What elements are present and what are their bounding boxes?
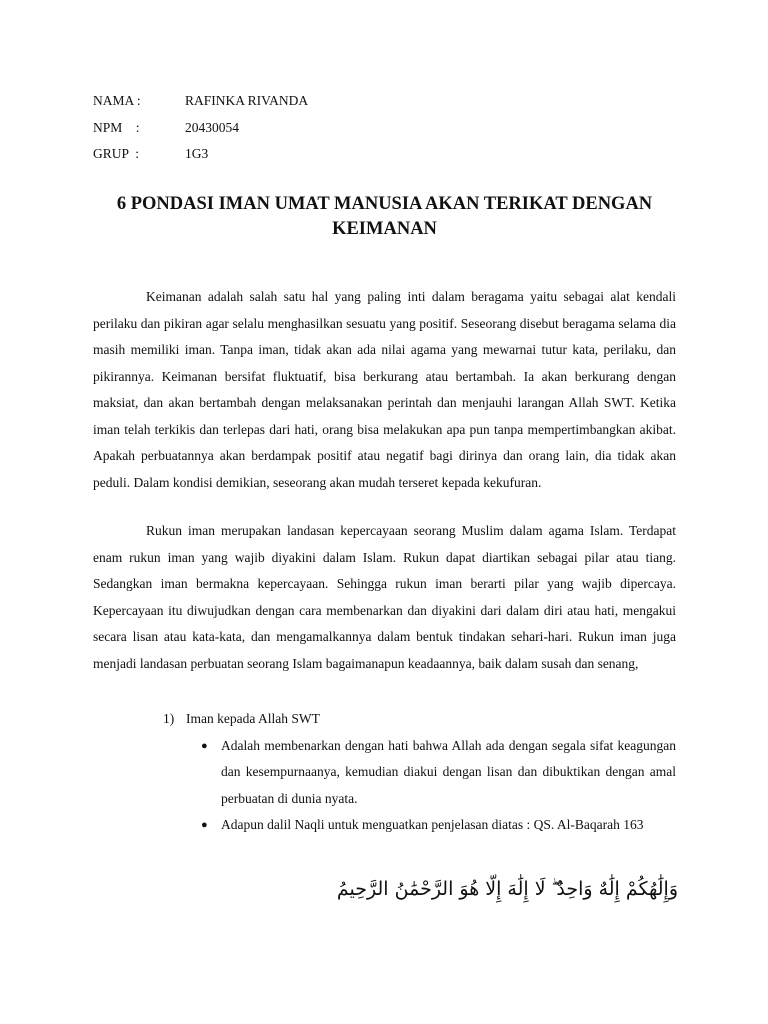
bullet-item-1 xyxy=(201,733,676,813)
list-item-title xyxy=(163,706,676,733)
document-title: 6 PONDASI IMAN UMAT MANUSIA AKAN TERIKAT DENGAN KEIMANAN xyxy=(116,194,653,239)
arabic-verse: وَإِلَٰهُكُمْ إِلَٰهٌ وَاحِدٌ ۖ لَا إِلَٰهَ إِلَّا هُوَ الرَّحْمَٰنُ الرَّحِيمُ xyxy=(336,878,678,900)
npm-row xyxy=(93,115,308,142)
grup-value: 1G3 xyxy=(185,146,209,161)
paragraph-2: Rukun iman merupakan landasan kepercayaan seorang Muslim dalam agama Islam. Terdapat enam rukun iman yang wajib diyakini dalam Islam. Rukun dapat diartikan sebagai pilar atau tiang. Sedangkan iman bermakna kepercayaan. Sehingga rukun iman berarti pilar yang wajib dipercaya. Kepercayaan itu diwujudkan dengan cara membenarkan dan diyakini dari dalam diri atau hati, mengakui secara lisan atau kata-kata, dan mengamalkannya dalam bentuk tindakan sehari-hari. Rukun iman juga menjadi landasan perbuatan seorang Islam bagaimanapun keadaannya, baik dalam susah dan senang, xyxy=(93,523,676,671)
list-item-heading: Iman kepada Allah SWT xyxy=(186,711,320,726)
paragraph-1: Keimanan adalah salah satu hal yang paling inti dalam beragama yaitu sebagai alat kendali perilaku dan pikiran agar selalu menghasilkan sesuatu yang positif. Seseorang disebut beragama selama dia masih memiliki iman. Tanpa iman, tidak akan ada nilai agama yang mewarnai tutur kata, perilaku, dan pikirannya. Keimanan bersifat fluktuatif, bisa berkurang atau bertambah. Ia akan berkurang dengan maksiat, dan akan bertambah dengan melaksanakan perintah dan menjauhi larangan Allah SWT. Ketika iman telah terkikis dan terlepas dari hati, orang bisa melakukan apa pun tanpa mempertimbangkan akibat. Apakah perbuatannya akan berdampak positif atau negatif bagi dirinya dan orang lain, dia tidak akan peduli. Dalam kondisi demikian, seseorang akan mudah terseret kepada kekufuran. xyxy=(93,289,676,490)
name-label: NAMA : xyxy=(93,93,141,108)
pillar-list xyxy=(163,706,676,839)
grup-label: GRUP : xyxy=(93,146,140,161)
name-value: RAFINKA RIVANDA xyxy=(185,93,309,108)
name-row xyxy=(93,88,308,115)
bullet-item-2 xyxy=(201,812,676,839)
bullet-text-2: Adapun dalil Naqli untuk menguatkan penjelasan diatas : QS. Al-Baqarah 163 xyxy=(221,817,644,832)
npm-label: NPM : xyxy=(93,119,140,135)
student-info xyxy=(93,88,308,168)
bullet-icon: ● xyxy=(201,819,208,831)
bullet-icon: ● xyxy=(201,739,208,752)
list-item-number: 1) xyxy=(163,711,175,726)
npm-value: 20430054 xyxy=(185,119,239,135)
bullet-text-1: Adalah membenarkan dengan hati bahwa Allah ada dengan segala sifat keagungan dan kesempurnaanya, kemudian diakui dengan lisan dan dibuktikan dengan amal perbuatan di dunia nyata. xyxy=(221,737,676,806)
grup-row xyxy=(93,141,308,168)
